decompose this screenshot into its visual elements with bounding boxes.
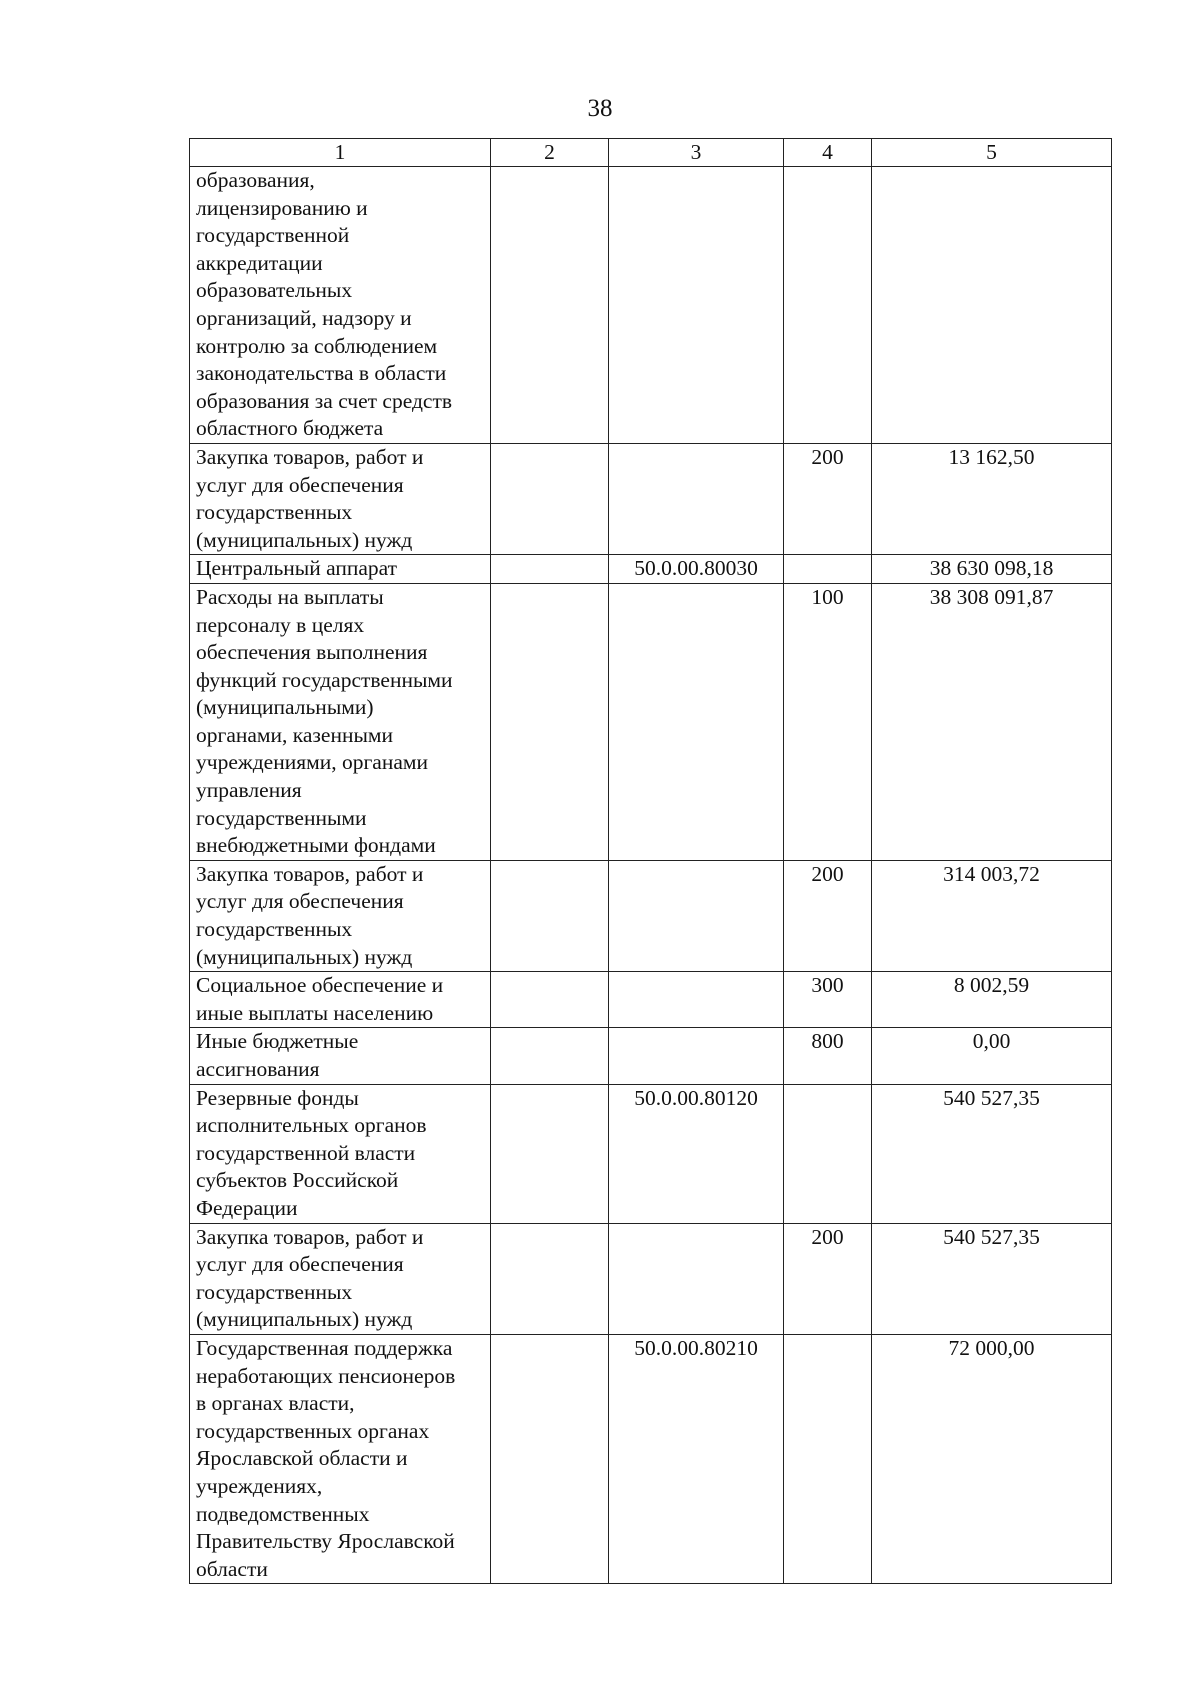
row-name-text: Иные бюджетные ассигнования: [196, 1029, 359, 1081]
row-amount-text: 314 003,72: [943, 861, 1040, 886]
row-expense-type-text: 300: [811, 973, 844, 998]
row-column-2-cell: [491, 583, 609, 860]
budget-table: [189, 138, 1112, 1584]
row-code-cell: [609, 1334, 784, 1583]
row-amount-cell: [872, 1334, 1112, 1583]
table-row: [190, 1334, 1112, 1583]
row-name-cell: [190, 167, 491, 444]
column-header-2: 2: [491, 139, 609, 167]
row-amount-cell: [872, 443, 1112, 554]
row-amount-text: 540 527,35: [943, 1224, 1040, 1249]
row-column-2-cell: [491, 555, 609, 584]
row-amount-cell: [872, 972, 1112, 1028]
row-name-text: Резервные фонды исполнительных органов государственной власти субъектов Российской Федерации: [196, 1085, 427, 1220]
row-expense-type-cell: [784, 555, 872, 584]
row-expense-type-text: 200: [811, 861, 844, 886]
column-header-5: 5: [872, 139, 1112, 167]
row-name-cell: [190, 1028, 491, 1084]
row-name-cell: [190, 583, 491, 860]
row-code-cell: [609, 167, 784, 444]
row-amount-cell: [872, 167, 1112, 444]
row-expense-type-cell: [784, 443, 872, 554]
row-name-cell: [190, 1223, 491, 1334]
row-expense-type-cell: [784, 167, 872, 444]
row-expense-type-text: 200: [811, 1224, 844, 1249]
row-name-text: Государственная поддержка неработающих пенсионеров в органах власти, государственных органах Ярославской области и учреждениях, подведомственных Правительству Ярославской области: [196, 1335, 456, 1581]
table-row: [190, 860, 1112, 971]
row-amount-text: 72 000,00: [948, 1335, 1035, 1360]
column-header-1: 1: [190, 139, 491, 167]
row-code-cell: [609, 972, 784, 1028]
row-name-cell: [190, 860, 491, 971]
row-expense-type-cell: [784, 972, 872, 1028]
table-row: [190, 1223, 1112, 1334]
row-code-cell: [609, 1084, 784, 1223]
row-code-text: 50.0.00.80030: [634, 556, 758, 581]
row-amount-text: 13 162,50: [948, 444, 1035, 469]
row-expense-type-text: 100: [811, 584, 844, 609]
row-amount-text: 38 308 091,87: [929, 584, 1054, 609]
row-column-2-cell: [491, 1028, 609, 1084]
row-column-2-cell: [491, 167, 609, 444]
row-name-cell: [190, 443, 491, 554]
row-name-cell: [190, 972, 491, 1028]
budget-table-container: [189, 138, 1111, 1584]
row-expense-type-text: 200: [811, 444, 844, 469]
row-code-cell: [609, 443, 784, 554]
row-code-cell: [609, 583, 784, 860]
row-name-text: Закупка товаров, работ и услуг для обеспечения государственных (муниципальных) нужд: [196, 861, 424, 969]
row-name-cell: [190, 1084, 491, 1223]
row-code-cell: [609, 860, 784, 971]
row-amount-cell: [872, 555, 1112, 584]
row-amount-cell: [872, 583, 1112, 860]
row-expense-type-cell: [784, 583, 872, 860]
row-code-text: 50.0.00.80120: [634, 1085, 758, 1110]
row-expense-type-cell: [784, 1028, 872, 1084]
row-name-text: Закупка товаров, работ и услуг для обеспечения государственных (муниципальных) нужд: [196, 1224, 424, 1332]
column-header-3: 3: [609, 139, 784, 167]
row-column-2-cell: [491, 1084, 609, 1223]
table-row: [190, 1028, 1112, 1084]
table-row: [190, 443, 1112, 554]
table-row: [190, 583, 1112, 860]
row-code-cell: [609, 1028, 784, 1084]
row-amount-text: 8 002,59: [953, 973, 1030, 998]
table-row: [190, 167, 1112, 444]
row-name-text: Закупка товаров, работ и услуг для обеспечения государственных (муниципальных) нужд: [196, 444, 424, 552]
row-amount-cell: [872, 1223, 1112, 1334]
row-expense-type-cell: [784, 1223, 872, 1334]
column-header-4: 4: [784, 139, 872, 167]
row-name-cell: [190, 1334, 491, 1583]
table-row: [190, 555, 1112, 584]
row-column-2-cell: [491, 1223, 609, 1334]
row-code-cell: [609, 1223, 784, 1334]
row-column-2-cell: [491, 972, 609, 1028]
row-amount-cell: [872, 1028, 1112, 1084]
row-name-text: Расходы на выплаты персоналу в целях обеспечения выполнения функций государственными (муниципальными) органами, казенными учреждениями, органами управления государственными внебюджетными фондами: [196, 584, 453, 858]
row-column-2-cell: [491, 860, 609, 971]
row-amount-text: 38 630 098,18: [929, 556, 1054, 581]
row-amount-text: 0,00: [972, 1029, 1011, 1054]
table-row: [190, 972, 1112, 1028]
row-expense-type-text: 800: [811, 1029, 844, 1054]
row-expense-type-cell: [784, 860, 872, 971]
row-code-cell: [609, 555, 784, 584]
column-number-row: [190, 139, 1112, 167]
row-column-2-cell: [491, 443, 609, 554]
row-name-cell: [190, 555, 491, 584]
row-name-text: Социальное обеспечение и иные выплаты населению: [196, 973, 444, 1025]
row-name-text: Центральный аппарат: [196, 556, 398, 581]
row-amount-text: 540 527,35: [943, 1085, 1040, 1110]
row-amount-cell: [872, 860, 1112, 971]
row-expense-type-cell: [784, 1334, 872, 1583]
row-expense-type-cell: [784, 1084, 872, 1223]
table-row: [190, 1084, 1112, 1223]
page-number: 38: [587, 95, 613, 122]
row-code-text: 50.0.00.80210: [634, 1335, 758, 1360]
row-name-text: образования, лицензированию и государственной аккредитации образовательных организаций, надзору и контролю за соблюдением законодательства в области образования за счет средств областного бюджета: [196, 168, 453, 441]
row-amount-cell: [872, 1084, 1112, 1223]
row-column-2-cell: [491, 1334, 609, 1583]
